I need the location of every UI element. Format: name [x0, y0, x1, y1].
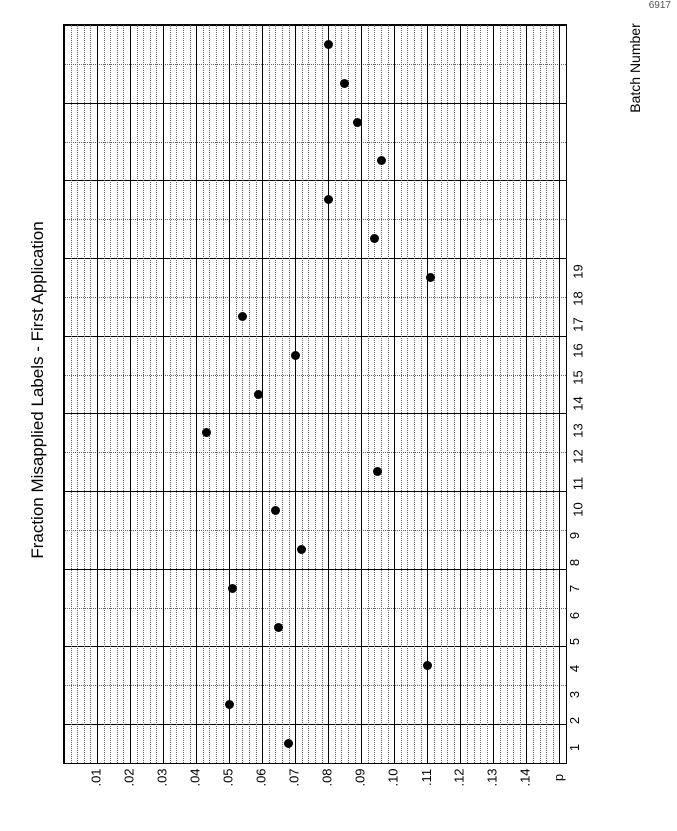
- x-axis-tick: [571, 370, 601, 385]
- y-axis-tick: [511, 770, 539, 785]
- y-axis-tick-label: .11: [418, 768, 434, 787]
- x-axis-tick-label: 6: [567, 611, 583, 619]
- x-axis-tick: [567, 661, 601, 676]
- data-point: [377, 156, 386, 165]
- y-axis-tick-label: .14: [517, 768, 533, 787]
- y-axis-tick-label: .03: [154, 768, 170, 787]
- y-axis-tick-label: .05: [220, 768, 236, 787]
- x-axis-tick-label: 15: [570, 370, 586, 385]
- data-point: [324, 195, 333, 204]
- data-point: [284, 739, 293, 748]
- y-axis-tick-label: .01: [88, 768, 104, 787]
- x-axis-tick-label: 17: [570, 317, 586, 332]
- x-axis-tick-label: 12: [570, 449, 586, 464]
- x-axis-tick-label: 18: [570, 290, 586, 306]
- x-axis-tick-label: 19: [570, 264, 586, 279]
- y-axis-tick: [181, 770, 209, 785]
- y-axis-tick: [214, 770, 242, 785]
- data-point: [202, 428, 211, 437]
- x-axis-tick-label: 3: [567, 690, 583, 699]
- y-axis-tick: [148, 770, 176, 785]
- y-axis-tick: [313, 770, 341, 785]
- x-axis-tick: [567, 608, 601, 623]
- data-point: [353, 118, 362, 127]
- y-axis-tick-label: .07: [286, 768, 302, 787]
- x-axis-tick-label: 4: [567, 664, 583, 672]
- x-axis-tick: [571, 449, 601, 464]
- x-axis-tick: [571, 343, 601, 358]
- y-axis-tick-label: .06: [253, 768, 269, 787]
- x-axis-tick-label: 1: [567, 743, 583, 751]
- data-point: [291, 351, 300, 360]
- x-axis-tick-label: 11: [570, 476, 586, 490]
- x-axis-tick: [567, 581, 601, 596]
- x-axis-tick-label: 2: [567, 717, 583, 725]
- y-axis-tick: [445, 770, 473, 785]
- data-point: [340, 79, 349, 88]
- data-point: [254, 390, 263, 399]
- y-axis-tick: [115, 770, 143, 785]
- x-axis-tick: [571, 264, 601, 279]
- y-axis-tick-label: .10: [385, 768, 401, 787]
- x-axis-tick: [571, 476, 601, 491]
- x-axis-tick: [567, 713, 601, 728]
- x-axis-tick-label: 10: [570, 502, 586, 517]
- x-axis-tick: [571, 317, 601, 332]
- x-axis-tick-label: 13: [570, 423, 586, 438]
- x-axis-tick-label: 16: [570, 343, 586, 359]
- x-axis-tick: [567, 634, 601, 649]
- y-axis-tick-label: .09: [352, 768, 368, 787]
- data-point: [370, 234, 379, 243]
- y-axis-tick: [379, 770, 407, 785]
- y-axis-tick-label: p: [550, 773, 566, 782]
- plot-area: [63, 24, 567, 764]
- x-axis-tick: [567, 740, 601, 755]
- y-axis-tick: [544, 770, 572, 785]
- x-axis-tick-label: 5: [567, 637, 583, 646]
- y-axis-title: Fraction Misapplied Labels - First Application: [28, 221, 47, 559]
- x-axis-tick: [567, 687, 601, 702]
- data-point: [238, 312, 247, 321]
- y-axis-tick: [412, 770, 440, 785]
- y-axis-tick-label: .12: [451, 768, 467, 787]
- x-axis-tick: [567, 528, 601, 543]
- x-axis-tick: [567, 555, 601, 570]
- data-point: [225, 700, 234, 709]
- y-axis-tick: [82, 770, 110, 785]
- y-axis-tick-label: .02: [121, 768, 137, 787]
- x-axis-tick: [571, 396, 601, 411]
- y-axis-tick-label: .08: [319, 768, 335, 787]
- y-axis-tick-label: .04: [187, 768, 203, 787]
- x-axis-tick-label: 8: [567, 558, 583, 566]
- data-point: [324, 40, 333, 49]
- data-points-layer: [64, 25, 566, 763]
- data-point: [228, 584, 237, 593]
- x-axis-tick-label: 9: [567, 532, 583, 540]
- y-axis-tick: [346, 770, 374, 785]
- y-axis-tick: [478, 770, 506, 785]
- x-axis-tick-label: 7: [567, 585, 583, 593]
- data-point: [271, 506, 280, 515]
- x-axis-tick: [571, 291, 601, 306]
- data-point: [274, 623, 283, 632]
- x-axis-tick: [571, 502, 601, 517]
- x-axis-title: Batch Number: [627, 23, 643, 113]
- x-axis-tick: [571, 423, 601, 438]
- y-axis-tick: [247, 770, 275, 785]
- data-point: [297, 545, 306, 554]
- page-number: 6917: [648, 0, 671, 11]
- data-point: [426, 273, 435, 282]
- data-point: [373, 467, 382, 476]
- data-point: [423, 661, 432, 670]
- y-axis-tick-label: .13: [484, 768, 500, 787]
- x-axis-tick-label: 14: [570, 396, 586, 412]
- y-axis-tick: [280, 770, 308, 785]
